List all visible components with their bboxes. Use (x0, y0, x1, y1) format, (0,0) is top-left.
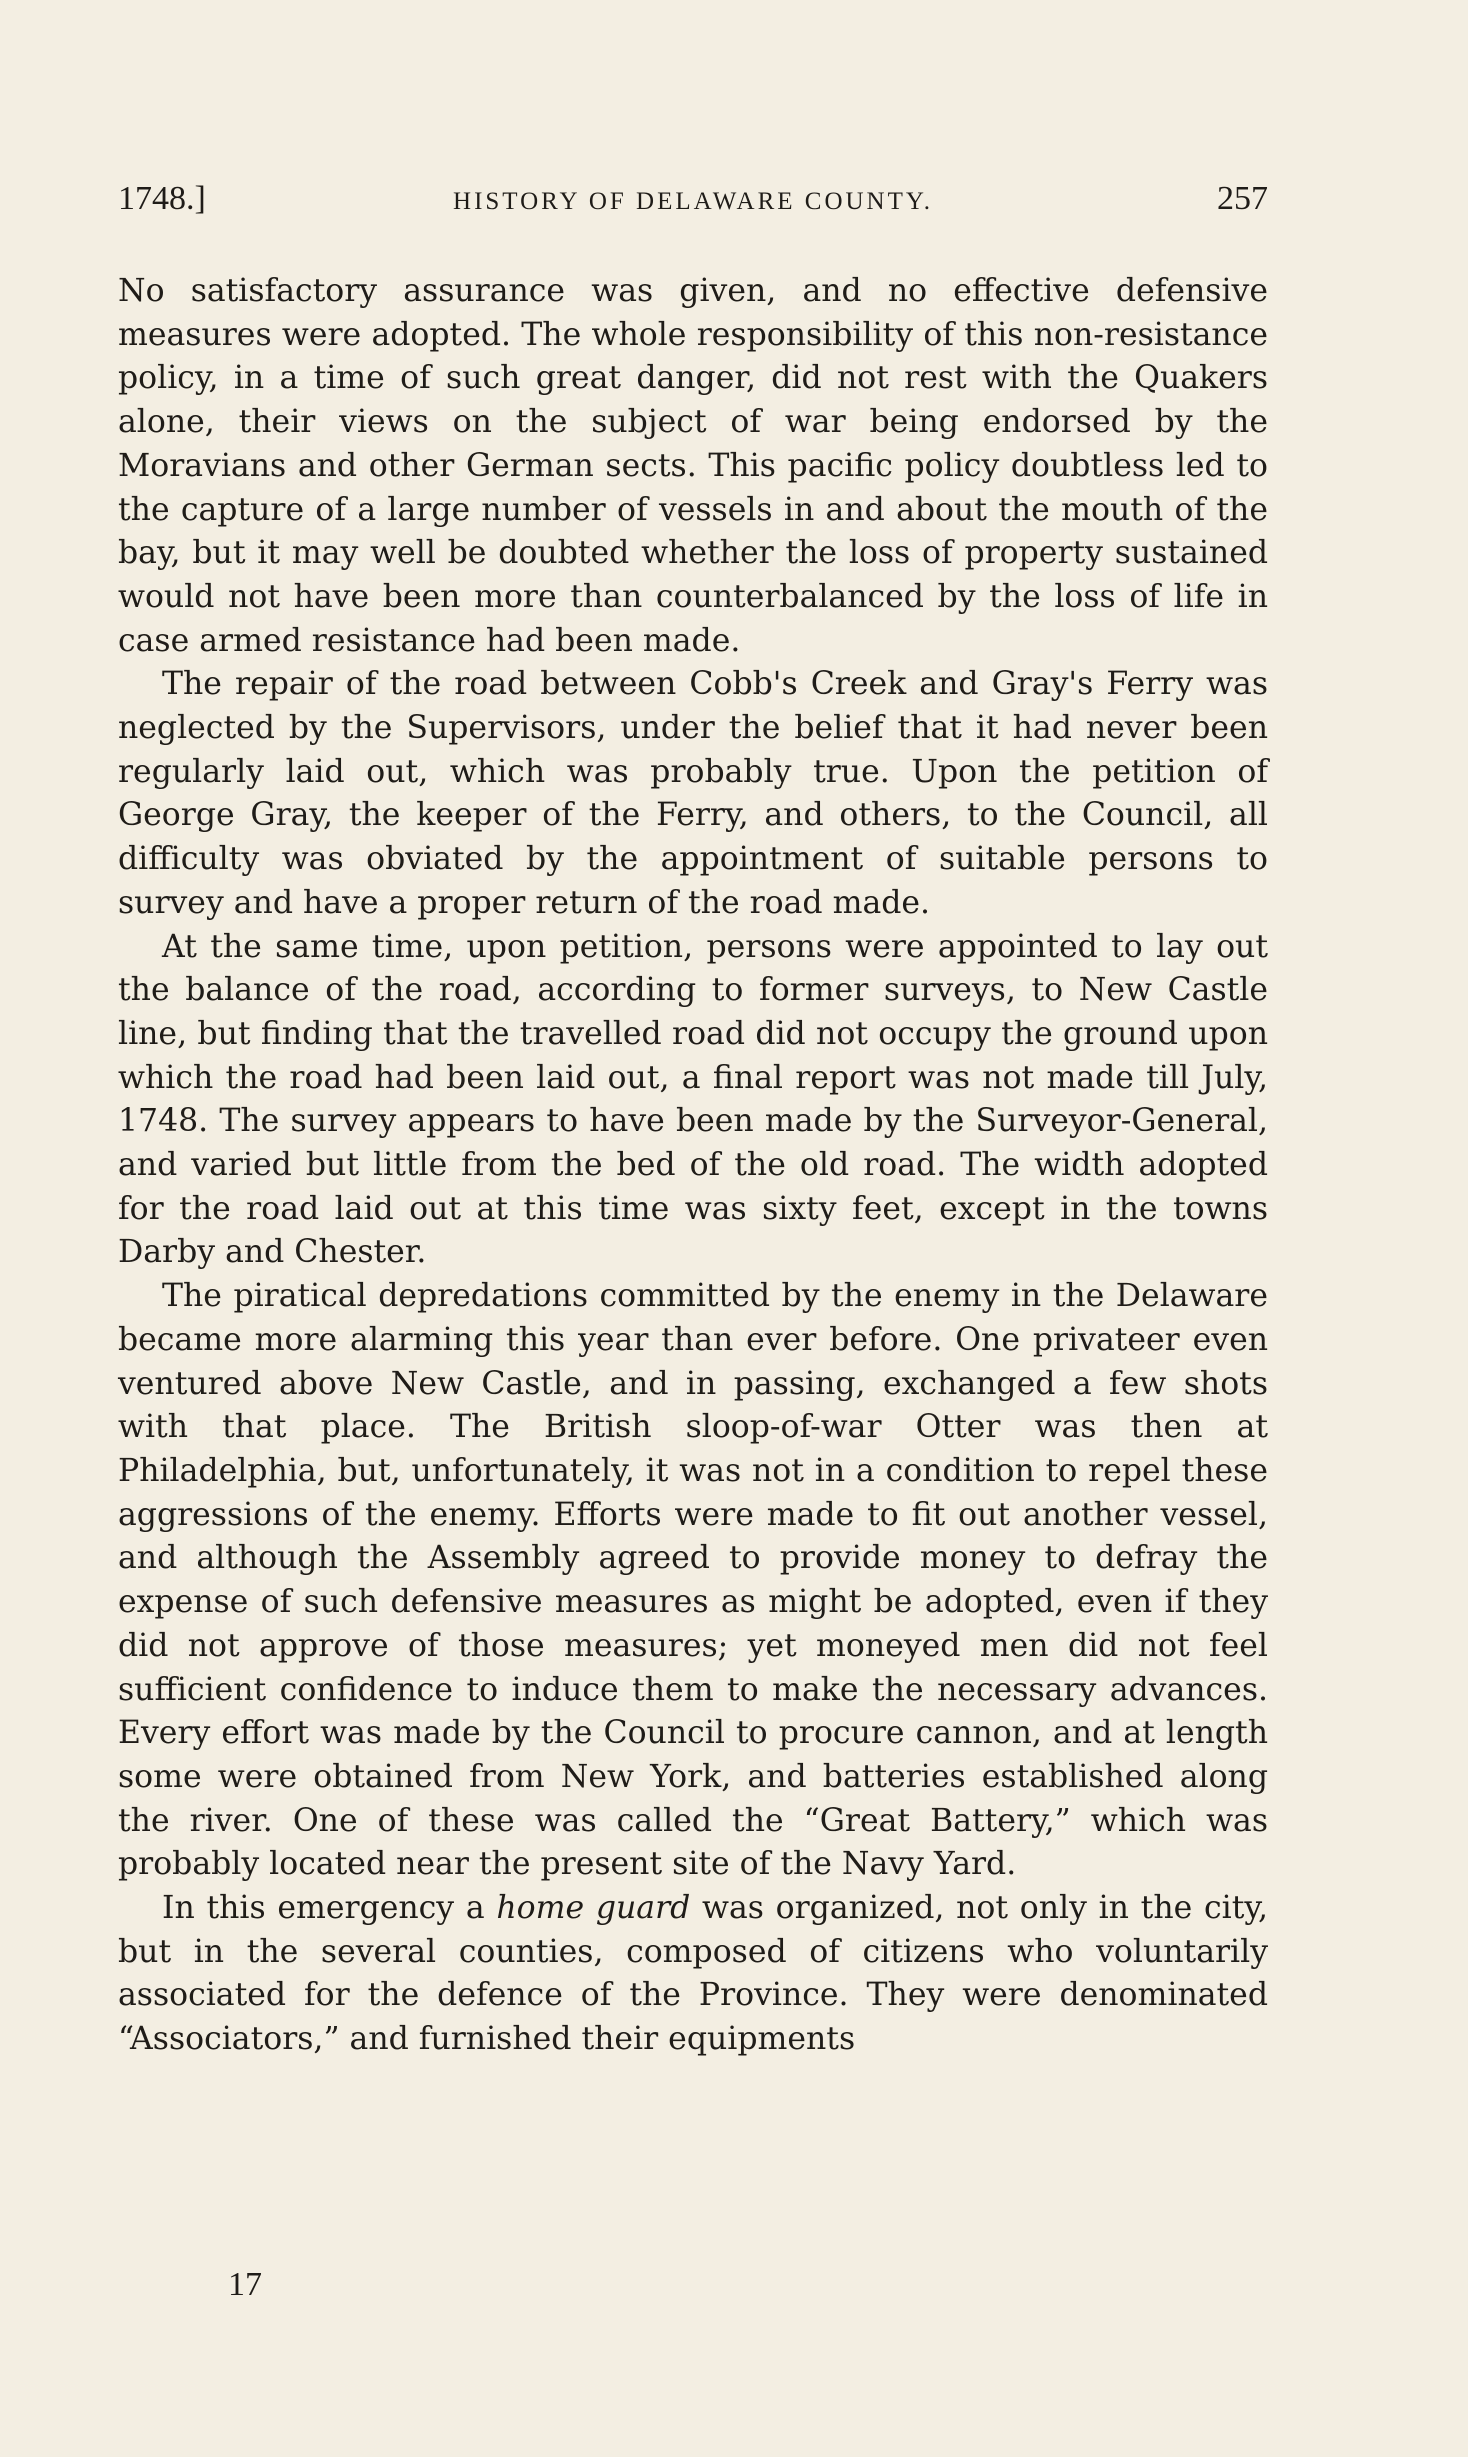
page-number: 257 (1217, 180, 1268, 217)
header-year: 1748.] (118, 180, 206, 217)
paragraph-1: No satisfactory assurance was given, and no effective defensive measures were adopted. The whole responsibility of this non-resistance policy, in a time of such great danger, did not rest with the Quakers alone, their views on the subject of war being endorsed by the Moravians and other German sects. This pacific policy doubtless led to the capture of a large number of vessels in and about the mouth of the bay, but it may well be doubted whether the loss of property sustained would not have been more than counterbalanced by the loss of life in case armed resistance had been made. (118, 273, 1268, 659)
paragraph-5 (118, 1887, 1268, 2062)
paragraph-5-start: In this emergency a (162, 1890, 497, 1927)
running-header (118, 180, 1268, 226)
italic-phrase: home guard (496, 1890, 691, 1927)
paragraph-5-end: was organized, not only in the city, but in the several counties, composed of citizens who voluntarily associated for the defence of the Province. They were denominated “Associators,” and furnished their equipments (118, 1890, 1268, 2058)
paragraph-3: At the same time, upon petition, persons were appointed to lay out the balance of the road, according to former surveys, to New Castle line, but finding that the travelled road did not occupy the ground upon which the road had been laid out, a final report was not made till July, 1748. The survey appears to have been made by the Surveyor-General, and varied but little from the bed of the old road. The width adopted for the road laid out at this time was sixty feet, except in the towns Darby and Chester. (118, 928, 1268, 1271)
body-text (118, 270, 1268, 2062)
header-title: HISTORY OF DELAWARE COUNTY. (453, 188, 933, 215)
paragraph-4: The piratical depredations committed by the enemy in the Delaware became more alarming this year than ever before. One privateer even ventured above New Castle, and in passing, exchanged a few shots with that place. The British sloop-of-war Otter was then at Philadelphia, but, unfortunately, it was not in a condition to repel these aggressions of the enemy. Efforts were made to fit out another vessel, and although the Assembly agreed to provide money to defray the expense of such defensive measures as might be adopted, even if they did not approve of those measures; yet moneyed men did not feel sufficient confidence to induce them to make the necessary advances. Every effort was made by the Council to procure cannon, and at length some were obtained from New York, and batteries established along the river. One of these was called the “Great Battery,” which was probably located near the present site of the Navy Yard. (118, 1278, 1268, 1883)
signature-mark: 17 (228, 2266, 262, 2303)
paragraph-2: The repair of the road between Cobb's Creek and Gray's Ferry was neglected by the Supervisors, under the belief that it had never been regularly laid out, which was probably true. Upon the petition of George Gray, the keeper of the Ferry, and others, to the Council, all difficulty was obviated by the appointment of suitable persons to survey and have a proper return of the road made. (118, 666, 1268, 921)
